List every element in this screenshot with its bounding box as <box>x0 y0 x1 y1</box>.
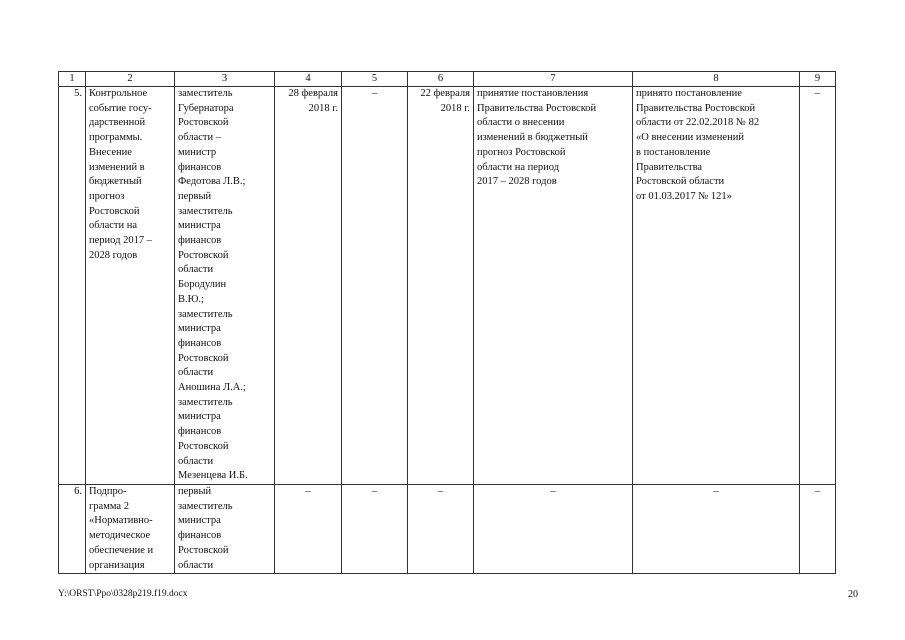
column-5-cell: – <box>342 87 408 485</box>
planned-date-cell: – <box>275 485 342 574</box>
planned-result-cell: принятие постановления Правительства Ростовской области о внесении изменений в бюджетный прогноз Ростовской области на период 2017 – 2028 годов <box>474 87 633 485</box>
column-number-9: 9 <box>800 72 836 87</box>
actual-date-cell: 22 февраля 2018 г. <box>408 87 474 485</box>
reasons-cell: – <box>800 87 836 485</box>
footer-file-path: Y:\ORST\Ppo\0328p219.f19.docx <box>58 589 188 599</box>
responsible-cell: заместитель Губернатора Ростовской области – министр финансов Федотова Л.В.; первый заместитель министра финансов Ростовской области Бородулин В.Ю.; заместитель министра финансов Ростовской области Аношина Л.А.; заместитель министра финансов Ростовской области Мезенцева И.Б. <box>175 87 275 485</box>
column-number-8: 8 <box>633 72 800 87</box>
report-table <box>58 71 836 574</box>
actual-date-cell: – <box>408 485 474 574</box>
column-number-1: 1 <box>59 72 86 87</box>
table-row <box>59 87 836 485</box>
row-index: 5. <box>59 87 86 485</box>
planned-result-cell: – <box>474 485 633 574</box>
event-name-cell: Контрольное событие госу- дарственной программы. Внесение изменений в бюджетный прогноз Ростовской области на период 2017 – 2028 годов <box>86 87 175 485</box>
table-row <box>59 485 836 574</box>
page-number: 20 <box>848 589 858 600</box>
column-number-2: 2 <box>86 72 175 87</box>
row-index: 6. <box>59 485 86 574</box>
responsible-cell: первый заместитель министра финансов Ростовской области <box>175 485 275 574</box>
reasons-cell: – <box>800 485 836 574</box>
column-number-5: 5 <box>342 72 408 87</box>
planned-date-cell: 28 февраля 2018 г. <box>275 87 342 485</box>
table-header-row <box>59 72 836 87</box>
column-number-3: 3 <box>175 72 275 87</box>
actual-result-cell: принято постановление Правительства Ростовской области от 22.02.2018 № 82 «О внесении изменений в постановление Правительства Ростовской области от 01.03.2017 № 121» <box>633 87 800 485</box>
actual-result-cell: – <box>633 485 800 574</box>
column-number-4: 4 <box>275 72 342 87</box>
column-number-6: 6 <box>408 72 474 87</box>
column-5-cell: – <box>342 485 408 574</box>
event-name-cell: Подпро- грамма 2 «Нормативно- методическое обеспечение и организация <box>86 485 175 574</box>
column-number-7: 7 <box>474 72 633 87</box>
